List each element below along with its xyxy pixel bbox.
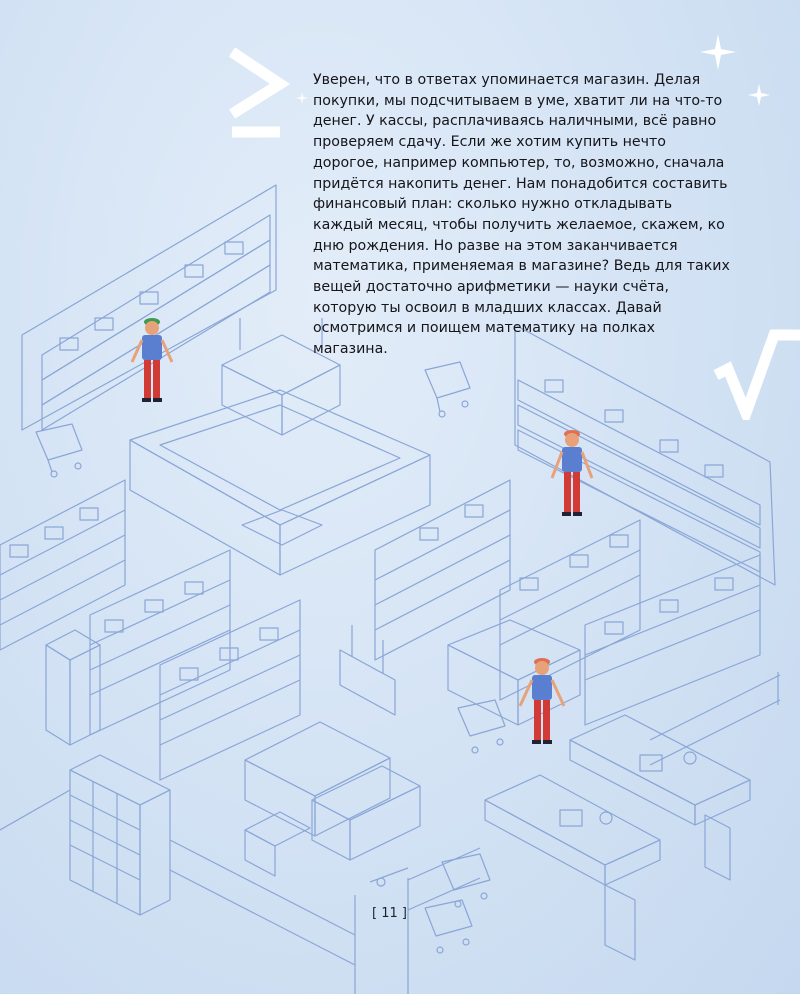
shelf-unit-left: [0, 480, 125, 650]
shelf-unit-right: [585, 555, 760, 725]
store-worker: [132, 318, 172, 402]
shopping-cart: [36, 424, 82, 477]
crate-stack: [245, 722, 420, 876]
storage-lockers: [70, 755, 170, 915]
shelf-unit-center-right: [375, 480, 510, 660]
sparkle-icon: [700, 34, 736, 70]
freezer-box: [448, 620, 580, 725]
shopping-cart: [425, 362, 470, 417]
page-number: [ 11 ]: [372, 906, 407, 921]
shopping-cart: [458, 700, 505, 753]
body-text-block: [313, 70, 733, 360]
checkout-counter: [485, 775, 660, 960]
narrow-cabinet: [46, 630, 100, 745]
hanging-sign: [340, 625, 395, 715]
sparkle-icon: [748, 84, 770, 106]
body-paragraph: Уверен, что в ответах упоминается магазин. Делая покупки, мы подсчитываем в уме, хватит ли на что-то денег. У кассы, расплачиваясь наличными, всё равно проверяем сдачу. Если же хотим купить нечто дорогое, например компьютер, то, возможно, сначала придётся накопить денег. Нам понадобится составить финансовый план: сколько нужно откладывать каждый месяц, чтобы получить желаемое, скажем, ко дню рождения. Но разве на этом заканчивается математика, применяемая в магазине? Ведь для таких вещей достаточно арифметики — науки счёта, которую ты освоил в младших классах. Давай осмотримся и поищем математику на полках магазина.: [313, 72, 730, 358]
sparkle-icon: [296, 92, 308, 104]
shelf-unit-right-middle: [500, 520, 640, 700]
store-worker: [552, 430, 592, 516]
greater-or-equal-symbol: [222, 42, 292, 142]
shopping-cart: [425, 900, 472, 953]
